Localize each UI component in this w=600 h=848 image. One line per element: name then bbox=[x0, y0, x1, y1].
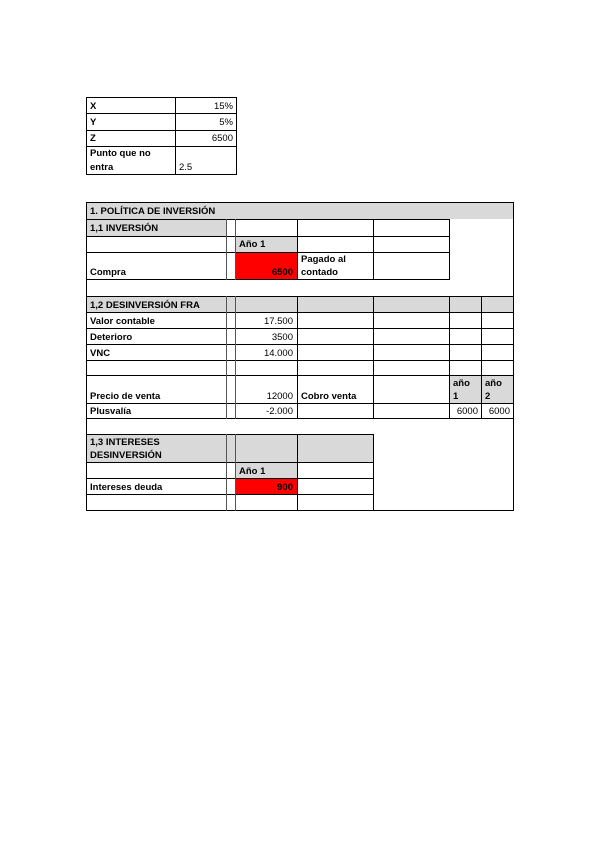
precio-venta-label: Precio de venta bbox=[90, 391, 161, 402]
ano1-header-top: año bbox=[453, 378, 470, 389]
param-x-label: X bbox=[90, 101, 97, 112]
plusvalia-value: -2.000 bbox=[266, 406, 293, 417]
intereses-title-2: DESINVERSIÓN bbox=[90, 450, 162, 461]
valor-contable-value: 17.500 bbox=[263, 316, 293, 327]
compra-value: 6500 bbox=[271, 267, 293, 278]
section-title: 1. POLÍTICA DE INVERSIÓN bbox=[90, 206, 216, 217]
param-punto-label-2: entra bbox=[90, 162, 114, 173]
param-punto-value: 2.5 bbox=[179, 162, 193, 173]
param-y-value: 5% bbox=[219, 117, 233, 128]
inversion-title: 1,1 INVERSIÓN bbox=[90, 223, 159, 234]
pagado-line-1: Pagado al bbox=[301, 254, 346, 265]
vnc-label: VNC bbox=[90, 348, 111, 359]
param-punto-label-1: Punto que no bbox=[90, 148, 151, 159]
intereses-deuda-value: 900 bbox=[277, 482, 293, 493]
intereses-title-1: 1,3 INTERESES bbox=[90, 437, 160, 448]
ano2-header-bottom: 2 bbox=[485, 391, 491, 402]
cobro-venta-label: Cobro venta bbox=[301, 391, 357, 402]
inversion-year-header: Año 1 bbox=[239, 239, 266, 250]
vnc-value: 14.000 bbox=[263, 348, 293, 359]
intereses-deuda-label: Intereses deuda bbox=[90, 482, 163, 493]
param-x-value: 15% bbox=[213, 101, 233, 112]
intereses-year-header: Año 1 bbox=[239, 466, 266, 477]
param-y-label: Y bbox=[90, 117, 97, 128]
deterioro-label: Deterioro bbox=[90, 332, 133, 343]
valor-contable-label: Valor contable bbox=[90, 316, 155, 327]
desinversion-title: 1,2 DESINVERSIÓN FRA bbox=[90, 300, 200, 311]
ano2-header-top: año bbox=[485, 378, 502, 389]
deterioro-value: 3500 bbox=[271, 332, 293, 343]
plusvalia-label: Plusvalía bbox=[90, 406, 132, 417]
compra-label: Compra bbox=[90, 267, 126, 278]
param-z-value: 6500 bbox=[211, 133, 233, 144]
pagado-line-2: contado bbox=[301, 267, 338, 278]
param-z-label: Z bbox=[90, 133, 96, 144]
cobro-year1-value: 6000 bbox=[456, 406, 478, 417]
precio-venta-value: 12000 bbox=[266, 391, 293, 402]
cobro-year2-value: 6000 bbox=[488, 406, 510, 417]
ano1-header-bottom: 1 bbox=[453, 391, 459, 402]
